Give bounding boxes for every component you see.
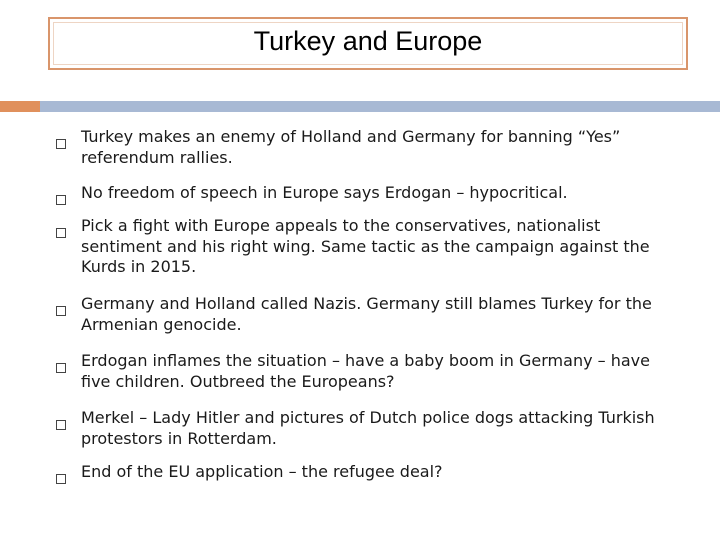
- hollow-square-bullet-icon: [56, 139, 66, 149]
- hollow-square-bullet-icon: [56, 474, 66, 484]
- title-frame: [48, 17, 688, 70]
- accent-bar-blue: [40, 101, 720, 112]
- hollow-square-bullet-icon: [56, 306, 66, 316]
- hollow-square-bullet-icon: [56, 363, 66, 373]
- bullet-text: Pick a fight with Europe appeals to the conservatives, nationalist sentiment and his right wing. Same tactic as the campaign against the Kurds in 2015.: [81, 216, 650, 276]
- bullet-text: No freedom of speech in Europe says Erdogan – hypocritical.: [81, 183, 568, 202]
- accent-bar-orange: [0, 101, 40, 112]
- bullet-text: Merkel – Lady Hitler and pictures of Dutch police dogs attacking Turkish protestors in Rotterdam.: [81, 408, 655, 448]
- bullet-text: Germany and Holland called Nazis. Germany still blames Turkey for the Armenian genocide.: [81, 294, 652, 334]
- hollow-square-bullet-icon: [56, 195, 66, 205]
- hollow-square-bullet-icon: [56, 420, 66, 430]
- slide-title: Turkey and Europe: [253, 26, 483, 56]
- hollow-square-bullet-icon: [56, 228, 66, 238]
- bullet-text: Erdogan inflames the situation – have a baby boom in Germany – have five children. Outbreed the Europeans?: [81, 351, 650, 391]
- bullet-text: Turkey makes an enemy of Holland and Germany for banning “Yes” referendum rallies.: [81, 127, 621, 167]
- bullet-text: End of the EU application – the refugee deal?: [81, 462, 443, 481]
